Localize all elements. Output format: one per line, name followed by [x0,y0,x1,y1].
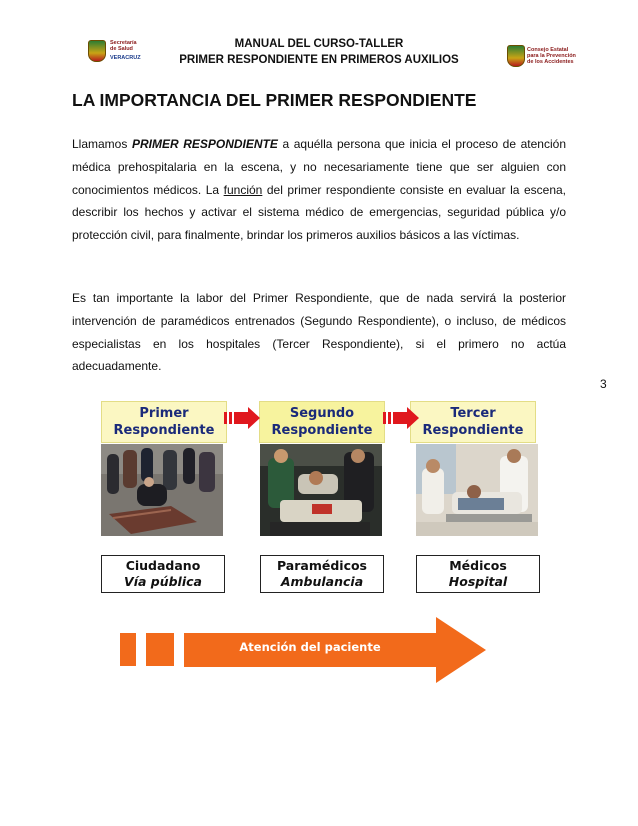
role-box-primer [101,401,227,443]
role-box-segundo [259,401,385,443]
place-paramedicos-where: Ambulancia [280,574,364,589]
photo-hospital-doctors [416,444,538,536]
role-segundo-line2: Respondiente [271,423,373,438]
header-line1: MANUAL DEL CURSO-TALLER [234,38,404,50]
role-tercer-line1: Tercer [450,406,496,421]
role-tercer-line2: Respondiente [422,423,524,438]
state-crest-icon [507,45,525,67]
arrow-right-icon [224,407,260,429]
para1-text-b: a aquélla persona que inicia el proceso de atención médica prehospitalaria en la escena, y no necesariamente tiene que ser alguien con conocimientos médicos. La [72,137,566,197]
place-medicos-where: Hospital [448,574,508,589]
funcion-link[interactable]: función [223,182,263,197]
flow-bar-segment [120,633,136,666]
logo-left-line2: de Salud [110,46,133,52]
flow-bar-segment [146,633,174,666]
place-paramedicos-who: Paramédicos [276,558,368,573]
place-ciudadano-where: Vía pública [124,574,202,589]
role-primer-line1: Primer [139,406,189,421]
place-ciudadano-who: Ciudadano [125,558,201,573]
logo-left-line1: Secretaría [110,40,137,46]
photo-street-emergency [101,444,223,536]
page-title: LA IMPORTANCIA DEL PRIMER RESPONDIENTE [72,90,477,110]
para1-text-c: del primer respondiente consiste en evaluar la escena, describir los hechos y activar el sistema médico de emergencias, seguridad pública y/o protección civil, para finalmente, brindar los primeros auxilios básicos a las víctimas. [72,182,567,243]
paragraph-importance: Es tan importante la labor del Primer Respondiente, que de nada servirá la posterior intervención de paramédicos entrenados (Segundo Respondiente), o incluso, de médicos especialistas en los hospitales (Tercer Respondiente), si el primero no actúa adecuadamente. [72,291,566,374]
para1-emphasis: PRIMER RESPONDIENTE [131,137,278,151]
logo-right-line1: Consejo Estatal [527,47,569,53]
logo-right-line2: para la Prevención [527,53,576,59]
logo-right-line3: de los Accidentes [527,59,574,65]
para1-text-a: Llamamos [72,137,132,151]
place-box-paramedicos [260,555,384,593]
arrow-right-icon [383,407,419,429]
place-medicos-who: Médicos [449,558,507,573]
header-line2: PRIMER RESPONDIENTE EN PRIMEROS AUXILIOS [179,54,459,66]
paragraph-intro [72,133,566,247]
logo-consejo-estatal [507,45,587,75]
photo-ambulance-paramedics [260,444,382,536]
logo-left-line3: VERACRUZ [110,55,141,61]
role-segundo-line1: Segundo [289,406,355,421]
role-primer-line2: Respondiente [113,423,215,438]
role-box-tercer [410,401,536,443]
place-box-medicos [416,555,540,593]
page-number: 3 [600,377,607,391]
flow-label: Atención del paciente [239,640,381,654]
place-box-ciudadano [101,555,225,593]
